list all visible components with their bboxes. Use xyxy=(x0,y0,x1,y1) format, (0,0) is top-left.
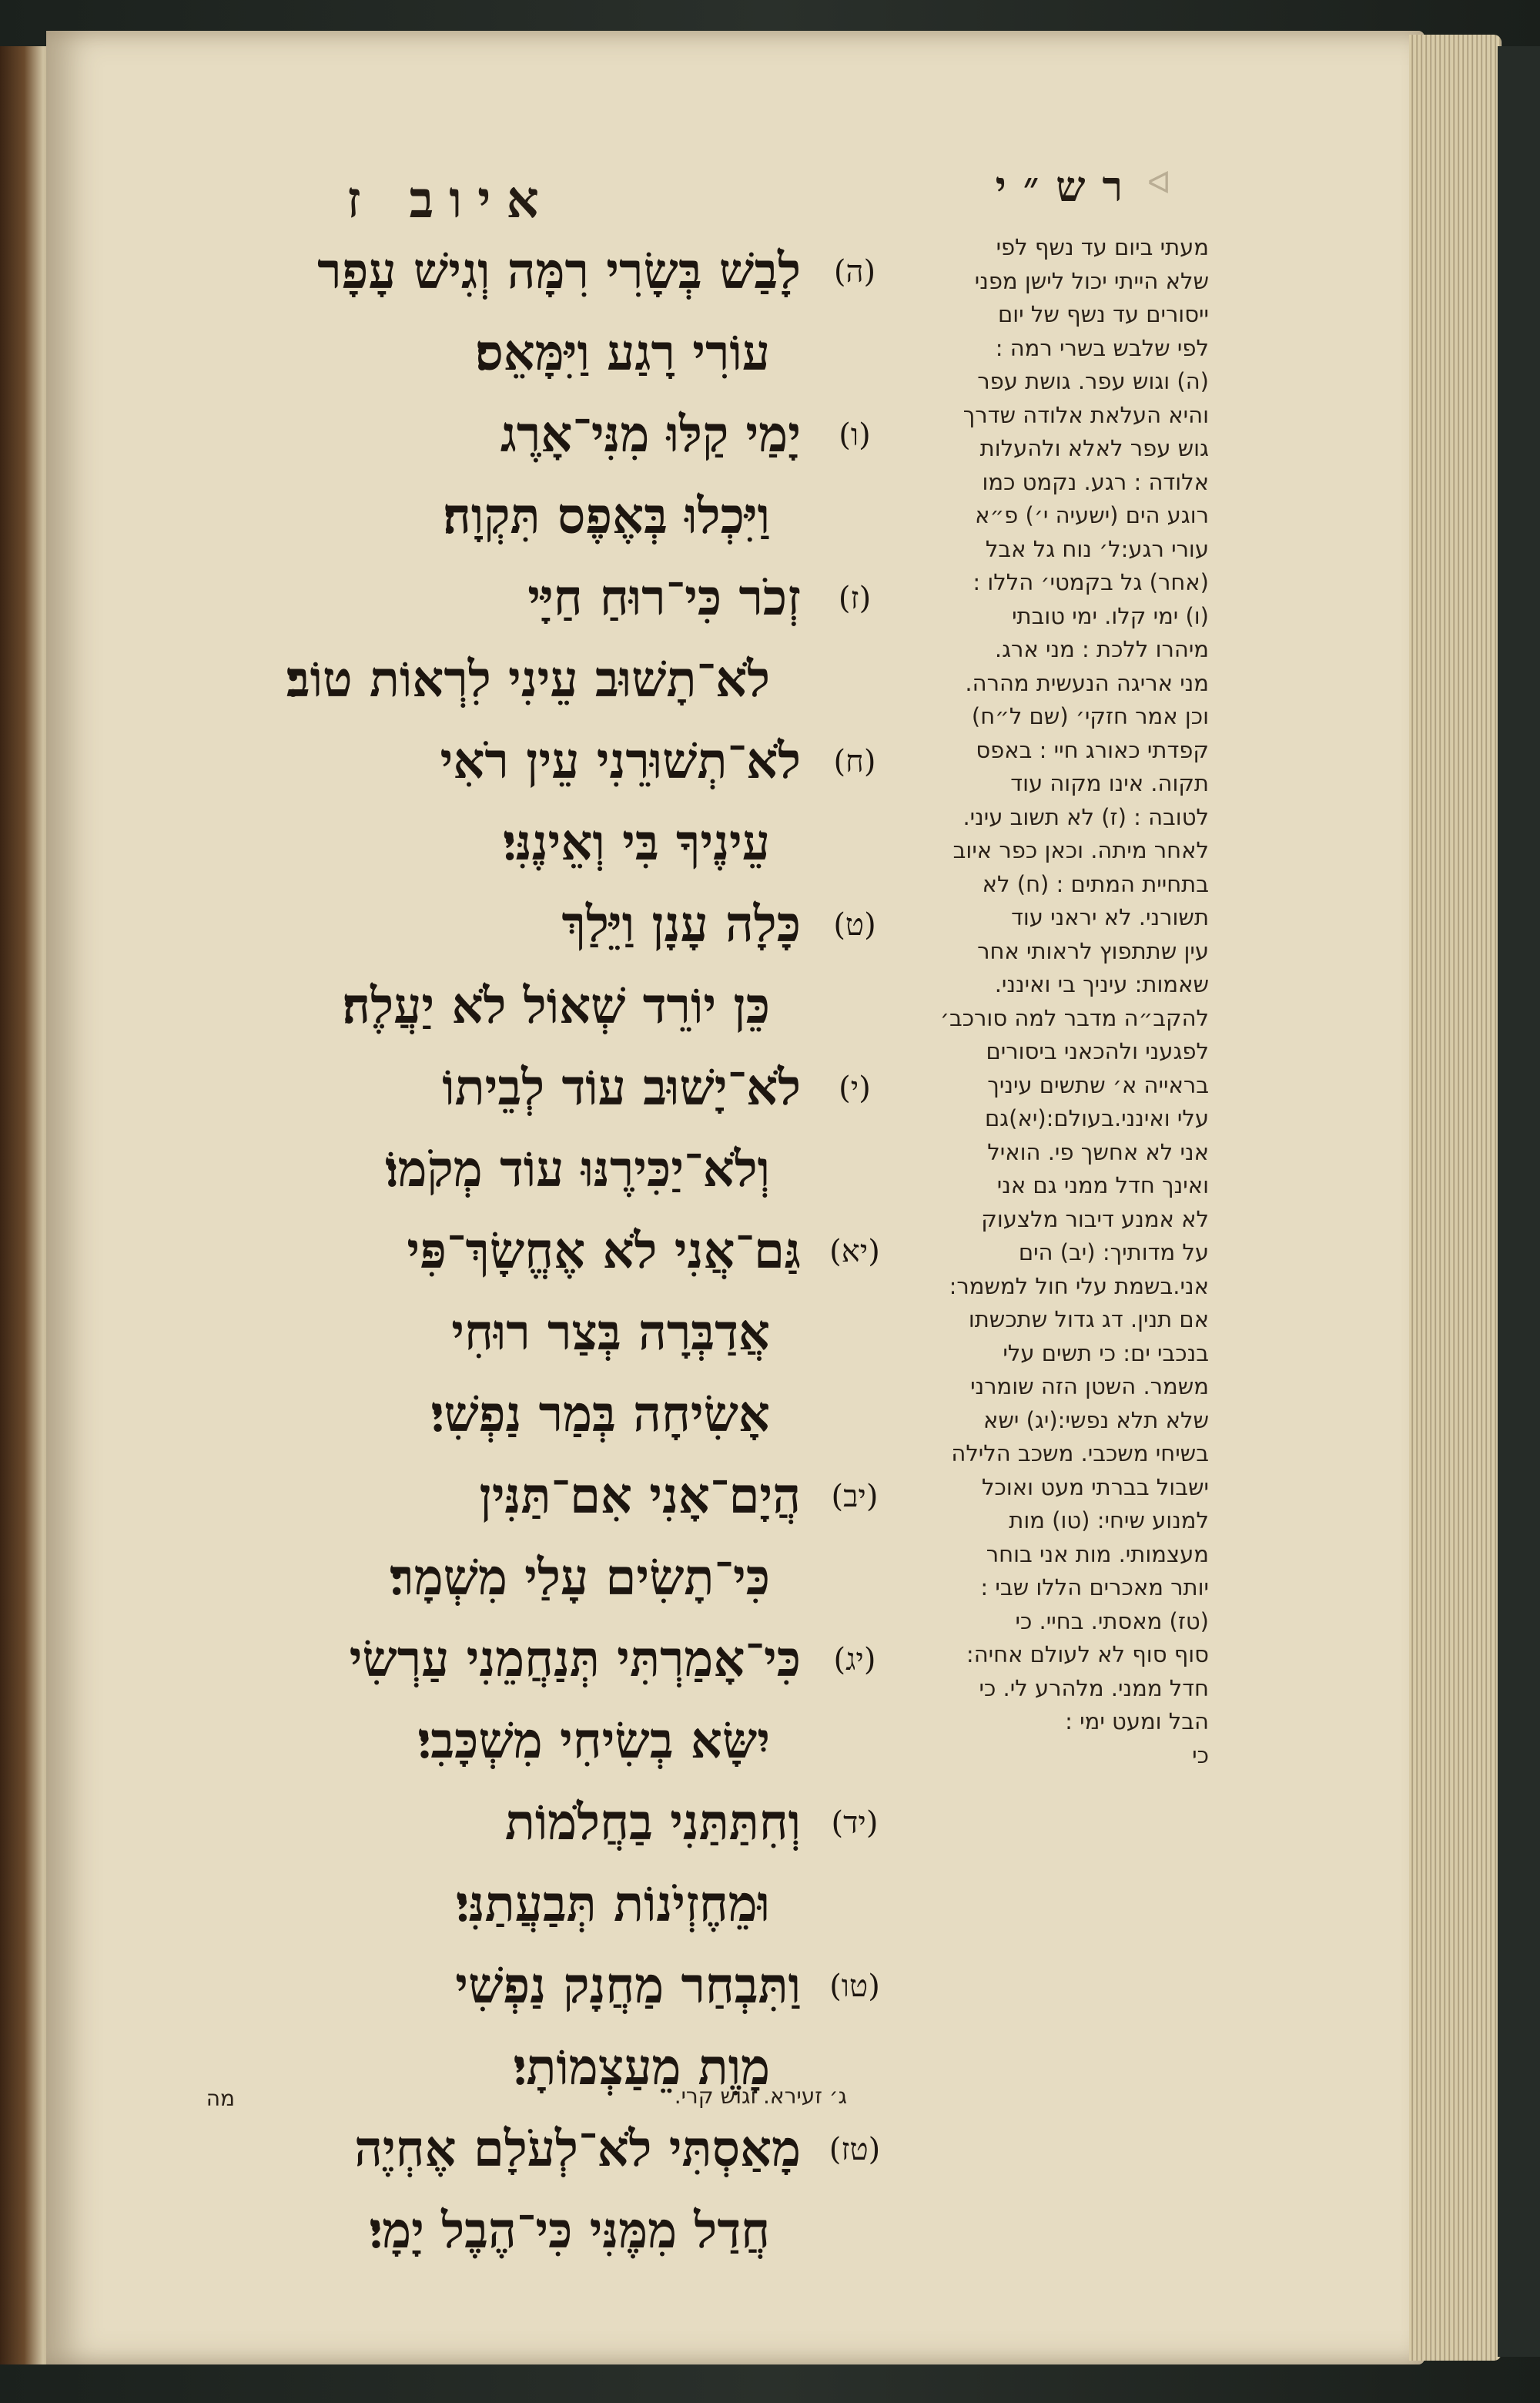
verse-line xyxy=(69,1946,886,2027)
commentary-line: בשיחי משכבי. משכב הלילה xyxy=(951,1440,1209,1466)
commentary-line: עורי רגע:ל׳ נוח גל אבל xyxy=(985,535,1209,562)
book-cover-edge xyxy=(1498,46,1540,2357)
commentary-line: בראייה א׳ שתשים עיניך xyxy=(987,1071,1209,1098)
verse-line xyxy=(69,558,886,639)
verse-line xyxy=(69,2190,886,2272)
commentary-line: משמר. השטן הזה שומרני xyxy=(970,1373,1209,1399)
commentary-line: עלי ואינני.בעולם:(יא)גם xyxy=(984,1105,1209,1131)
verse-line xyxy=(69,721,886,803)
commentary-line: הבל ומעט ימי : xyxy=(1065,1708,1209,1734)
verse-text: עוֹרִי רָגַע וַיִּמָּאֵס׃ xyxy=(475,324,770,382)
verse-text: וְחִתַּתַּנִי בַחֲלֹמוֹת xyxy=(504,1794,801,1852)
commentary-line: לא אמנע דיבור מלצעוק xyxy=(981,1205,1209,1232)
masoretic-note: ג׳ זעירא. וגוש קרי. xyxy=(674,2083,847,2109)
verse-text: הֲיָם־אָנִי אִם־תַּנִּין xyxy=(479,1467,801,1525)
verse-number: (ז) xyxy=(838,581,872,616)
verse-text: כֵּן יוֹרֵד שְׁאוֹל לֹא יַעֲלֶה׃ xyxy=(342,977,770,1035)
commentary-line: יותר מאכרים הללו שבי : xyxy=(980,1574,1209,1600)
main-text-column xyxy=(69,231,886,2272)
commentary-line: רוגע הים (ישעיה י׳) פ״א xyxy=(975,502,1209,528)
verse-line xyxy=(69,639,886,721)
commentary-line: והיא העלאת אלודה שדרך xyxy=(962,401,1209,428)
verse-number: (יב) xyxy=(831,1479,879,1514)
commentary-line: מעתי ביום עד נשף לפי xyxy=(996,234,1209,260)
verse-line xyxy=(69,1456,886,1537)
verse-text: כִּי־אָמַרְתִּי תְּנַחֲמֵנִי עַרְשִׂי xyxy=(349,1630,801,1688)
verse-line xyxy=(69,1047,886,1129)
verse-line xyxy=(69,1211,886,1292)
verse-line xyxy=(69,1619,886,1701)
verse-number: (יד) xyxy=(831,1805,879,1841)
commentary-header: רש״י xyxy=(995,162,1140,211)
verse-number: (יא) xyxy=(829,1234,880,1269)
verse-text: וּמֵחֶזְיֹנוֹת תְּבַעֲתַנִּי׃ xyxy=(455,1875,770,1933)
commentary-line: (ו) ימי קלו. ימי טובתי xyxy=(1012,602,1209,629)
verse-text: עֵינֶיךָ בִּי וְאֵינֶנִּי׃ xyxy=(503,814,770,872)
verse-text: יָמַי קַלּוּ מִנִּי־אָרֶג xyxy=(500,406,801,464)
commentary-line: מני אריגה הנעשית מהרה. xyxy=(965,669,1209,696)
verse-number: (טז) xyxy=(829,2132,881,2167)
commentary-line: ייסורים עד נשף של יום xyxy=(997,301,1209,327)
verse-text: מָוֶת מֵעַצְמוֹתָי׃ xyxy=(513,2039,770,2096)
commentary-column xyxy=(862,231,1209,1772)
verse-text: לֹא־תְשׁוּרֵנִי עֵין רֹאִי xyxy=(440,732,801,790)
verse-line xyxy=(69,231,886,313)
verse-text: גַּם־אֲנִי לֹא אֶחֱשָׂךְ־פִּי xyxy=(407,1222,801,1280)
verse-number: (טו) xyxy=(829,1969,880,2004)
page-signature: מה xyxy=(206,2086,235,2111)
commentary-line: סוף סוף לא לעולם אחיה: xyxy=(966,1641,1209,1667)
verse-number: (י) xyxy=(839,1071,871,1106)
commentary-line: (אחר) גל בקמטי׳ הללו : xyxy=(973,569,1209,595)
verse-number: (ו) xyxy=(839,417,871,453)
commentary-line: ואינך חדל ממני גם אני xyxy=(996,1172,1209,1198)
verse-line xyxy=(69,1864,886,1946)
verse-line xyxy=(69,1129,886,1211)
verse-line xyxy=(69,2109,886,2190)
commentary-line: לאחר מיתה. וכאן כפר איוב xyxy=(952,837,1209,863)
commentary-line: כי xyxy=(1192,1741,1209,1768)
commentary-line: שלא תלא נפשי:(יג) ישא xyxy=(983,1406,1209,1433)
verse-text: לֹא־יָשׁוּב עוֹד לְבֵיתוֹ xyxy=(442,1059,801,1117)
verse-line xyxy=(69,394,886,476)
verse-line xyxy=(69,884,886,966)
commentary-line: שאמות: עיניך בי ואינני. xyxy=(994,971,1209,997)
verse-line xyxy=(69,1782,886,1864)
page-stack-edge xyxy=(1409,35,1502,2361)
verse-text: לֹא־תָשׁוּב עֵינִי לִרְאוֹת טוֹב׃ xyxy=(286,651,770,709)
commentary-line: קפדתי כאורג חיי : באפס xyxy=(976,736,1209,763)
commentary-line: לפגעני ולהכאני ביסורים xyxy=(986,1038,1209,1064)
verse-text: וְלֹא־יַכִּירֶנּוּ עוֹד מְקֹמוֹ׃ xyxy=(385,1141,770,1198)
verse-line xyxy=(69,1292,886,1374)
verse-text: זְכֹר כִּי־רוּחַ חַיָּי xyxy=(527,569,801,627)
verse-line xyxy=(69,313,886,394)
commentary-line: מעצמותי. מות אני בוחר xyxy=(986,1540,1209,1567)
verse-text: אָשִׂיחָה בְּמַר נַפְשִׁי׃ xyxy=(430,1386,770,1443)
commentary-line: ישבול בברתי מעט ואוכל xyxy=(982,1473,1209,1500)
commentary-line: תשורני. לא יראני עוד xyxy=(1011,904,1209,930)
commentary-line: (ה) וגוש עפר. גושת עפר xyxy=(977,368,1209,394)
commentary-line: למנוע שיחי: (טו) מות xyxy=(1009,1507,1209,1533)
commentary-line: להקב״ה מדבר למה סורכב׳ xyxy=(939,1004,1209,1031)
verse-line xyxy=(69,1537,886,1619)
commentary-line: גוש עפר לאלא ולהעלות xyxy=(979,435,1209,461)
verse-text: וַתִּבְחַר מַחֲנָק נַפְשִׁי xyxy=(455,1957,801,2015)
commentary-line: בנכבי ים: כי תשים עלי xyxy=(1003,1339,1209,1366)
commentary-line: תקוה. אינו מקוה עוד xyxy=(1010,770,1209,796)
commentary-line: אלודה : רגע. נקמט כמו xyxy=(982,468,1209,495)
commentary-line: אני.בשמת עלי חול למשמר: xyxy=(949,1272,1209,1299)
verse-text: וַיִּכְלוּ בְּאֶפֶס תִּקְוָה׃ xyxy=(443,488,770,545)
verse-text: יִשָּׂא בְשִׂיחִי מִשְׁכָּבִי׃ xyxy=(417,1712,770,1770)
verse-text: אֲדַבְּרָה בְּצַר רוּחִי xyxy=(451,1304,770,1362)
commentary-line: בתחיית המתים : (ח) לא xyxy=(982,870,1209,897)
commentary-line: חדל ממני. מלהרע לי. כי xyxy=(979,1674,1209,1701)
commentary-line: (טז) מאסתי. בחיי. כי xyxy=(1015,1607,1209,1634)
verse-text: כָּלָה עָנָן וַיֵּלַךְ xyxy=(561,896,801,953)
verse-number: (ח) xyxy=(833,744,876,779)
verse-line xyxy=(69,966,886,1047)
commentary-line: עין שתתפוץ לראותי אחר xyxy=(977,937,1209,964)
commentary-line: וכן אמר חזקי׳ (שם ל״ח) xyxy=(971,703,1209,729)
page-ornament: ᐊ xyxy=(1147,166,1171,201)
commentary-line: לטובה : (ז) לא תשוב עיני. xyxy=(962,803,1209,830)
verse-text: כִּי־תָשִׂים עָלַי מִשְׁמָר׃ xyxy=(390,1549,770,1607)
verse-number: (ה) xyxy=(833,254,876,290)
commentary-line: לפי שלבש בשרי רמה : xyxy=(995,334,1209,361)
verse-number: (יג) xyxy=(833,1642,876,1677)
verse-line xyxy=(69,803,886,884)
verse-text: מָאַסְתִּי לֹא־לְעֹלָם אֶחְיֶה xyxy=(354,2120,801,2178)
commentary-line: אני לא אחשך פי. הואיל xyxy=(987,1138,1209,1165)
commentary-line: על מדותיך: (יב) הים xyxy=(1018,1239,1209,1265)
verse-line xyxy=(69,476,886,558)
verse-line xyxy=(69,1701,886,1782)
commentary-line: שלא הייתי יכול לישן מפני xyxy=(974,267,1209,294)
verse-text: חֲדַל מִמֶּנִּי כִּי־הֶבֶל יָמָי׃ xyxy=(369,2202,770,2260)
commentary-line: אם תנין. דג גדול שתכשתו xyxy=(968,1306,1209,1332)
commentary-line: מיהרו ללכת : מני ארג. xyxy=(994,636,1209,662)
book-chapter-header: איוב ז xyxy=(346,169,554,230)
verse-text: לָבַשׁ בְּשָׂרִי רִמָּה וְגִישׁ עָפָר xyxy=(317,243,801,300)
verse-line xyxy=(69,1374,886,1456)
verse-number: (ט) xyxy=(833,907,876,943)
